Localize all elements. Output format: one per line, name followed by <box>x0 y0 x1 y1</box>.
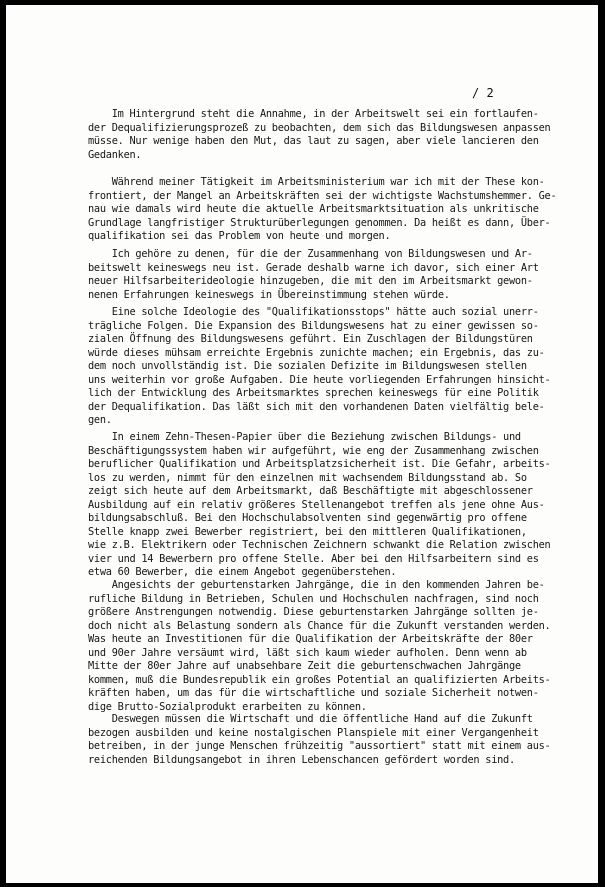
text-line: bildungsabschluß. Bei den Hochschulabsolventen sind gegenwärtig pro offene <box>88 512 527 524</box>
text-line: Beschäftigungssystem haben wir aufgeführt, wie eng der Zusammenhang zwischen <box>88 444 539 457</box>
text-line: Während meiner Tätigkeit im Arbeitsministerium war ich mit der These kon- <box>88 176 545 188</box>
text-line: müsse. Nur wenige haben den Mut, das laut zu sagen, aber viele lancieren den <box>88 135 539 147</box>
text-line: Stelle knapp zwei Bewerber registriert, bei den mittleren Qualifikationen, <box>88 525 527 538</box>
text-line: dem noch unvollständig ist. Die sozialen Defizite im Bildungswesen stellen <box>88 360 527 372</box>
text-line: Eine solche Ideologie des "Qualifikationsstops" hätte auch sozial unerr- <box>88 306 539 318</box>
text-line: betreiben, in der junge Menschen frühzeitig "aussortiert" statt mit einem aus- <box>88 740 551 752</box>
text-line: und 90er Jahre versäumt wird, läßt sich kaum wieder aufholen. Denn wenn ab <box>88 646 527 659</box>
text-line: neuer Hilfsarbeiterideologie hinzugeben, die mit den im Arbeitsmarkt gewon- <box>88 275 533 287</box>
text-line: beitswelt keineswegs neu ist. Gerade deshalb warne ich davor, sich einer Art <box>88 261 539 274</box>
text-line: kommen, muß die Bundesrepublik ein großes Potential an qualifizierten Arbeits- <box>88 673 551 686</box>
paragraph-ten-theses <box>88 431 550 580</box>
text-line: lich der Entwicklung des Arbeitsmarktes sprechen keineswegs für eine Politik <box>88 387 539 399</box>
text-line: Ich gehöre zu denen, für die der Zusammenhang von Bildungswesen und Ar- <box>88 248 533 260</box>
text-line: Gedanken. <box>88 148 142 161</box>
text-line: nau wie damals wird heute die aktuelle Arbeitsmarktsituation als unkritische <box>88 203 539 215</box>
text-line: nenen Erfahrungen keineswegs in Übereinstimmung stehen würde. <box>88 288 450 301</box>
paragraph-conclusion <box>88 713 550 767</box>
paragraph-ministry-experience <box>88 176 556 244</box>
text-line: zialen Öffnung des Bildungswesens geführt. Ein Zuschlagen der Bildungstüren <box>88 333 533 345</box>
text-line: doch nicht als Belastung sondern als Chance für die Zukunft verstanden werden. <box>88 619 551 632</box>
text-line: kräften haben, um das für die wirtschaftliche und soziale Sicherheit notwen- <box>88 687 539 699</box>
text-line: uns weiterhin vor große Aufgaben. Die heute vorliegenden Erfahrungen hinsicht- <box>88 373 551 386</box>
text-line: In einem Zehn-Thesen-Papier über die Beziehung zwischen Bildungs- und <box>88 431 521 443</box>
text-line: etwa 60 Bewerber, die einem Angebot gegenüberstehen. <box>88 566 397 578</box>
text-line: bezogen ausbilden und keine nostalgischen Planspiele mit einer Vergangenheit <box>88 726 539 739</box>
text-line: vier und 14 Bewerbern pro offene Stelle. Aber bei den Hilfsarbeitern sind es <box>88 552 539 565</box>
text-line: rufliche Bildung in Betrieben, Schulen und Hochschulen nachfragen, sind noch <box>88 592 539 605</box>
text-line: zeigt sich heute auf dem Arbeitsmarkt, daß Beschäftigte mit abgeschlossener <box>88 485 533 497</box>
paragraph-baby-boom-cohorts <box>88 579 550 714</box>
text-line: qualifikation sei das Problem von heute und morgen. <box>88 230 391 242</box>
text-line: würde dieses mühsam erreichte Ergebnis zunichte machen; ein Ergebnis, das zu- <box>88 346 545 359</box>
paragraph-education-and-work <box>88 248 539 302</box>
text-line: los zu werden, nimmt für den einzelnen mit wachsendem Bildungsstand ab. So <box>88 471 527 484</box>
paragraph-qualification-stop <box>88 306 550 428</box>
text-line: Im Hintergrund steht die Annahme, in der Arbeitswelt sei ein fortlaufen- <box>88 108 539 120</box>
paragraph-background-assumption <box>88 108 550 162</box>
text-line: Angesichts der geburtenstarken Jahrgänge, die in den kommenden Jahren be- <box>88 579 545 591</box>
text-line: der Dequalifikation. Das läßt sich mit den vorhandenen Daten vielfältig bele- <box>88 400 545 413</box>
text-line: trägliche Folgen. Die Expansion des Bildungswesens hat zu einer gewissen so- <box>88 319 539 332</box>
text-line: Ausbildung auf ein relativ größeres Stellenangebot treffen als jene ohne Aus- <box>88 498 545 511</box>
text-line: gen. <box>88 414 112 426</box>
text-line: Mitte der 80er Jahre auf unabsehbare Zeit die geburtenschwachen Jahrgänge <box>88 660 521 672</box>
text-line: dige Brutto-Sozialprodukt erarbeiten zu können. <box>88 700 367 713</box>
text-line: Was heute an Investitionen für die Qualifikation der Arbeitskräfte der 80er <box>88 633 533 645</box>
text-line: Grundlage langfristiger Strukturüberlegungen genommen. Da heißt es dann, Über- <box>88 216 551 229</box>
page-number: / 2 <box>472 86 494 100</box>
text-line: reichenden Bildungsangebot in ihren Lebenschancen gefördert worden sind. <box>88 753 515 766</box>
text-line: Deswegen müssen die Wirtschaft und die öffentliche Hand auf die Zukunft <box>88 713 533 725</box>
text-line: größere Anstrengungen notwendig. Diese geburtenstarken Jahrgänge sollten je- <box>88 606 539 618</box>
document-page <box>6 5 598 883</box>
text-line: der Dequalifizierungsprozeß zu beobachten, dem sich das Bildungswesen anpassen <box>88 121 551 134</box>
text-line: wie z.B. Elektrikern oder Technischen Zeichnern schwankt die Relation zwischen <box>88 539 551 551</box>
text-line: beruflicher Qualifikation und Arbeitsplatzsicherheit ist. Die Gefahr, arbeits- <box>88 458 551 470</box>
text-line: frontiert, der Mangel an Arbeitskräften sei der wichtigste Wachstumshemmer. Ge- <box>88 189 557 202</box>
